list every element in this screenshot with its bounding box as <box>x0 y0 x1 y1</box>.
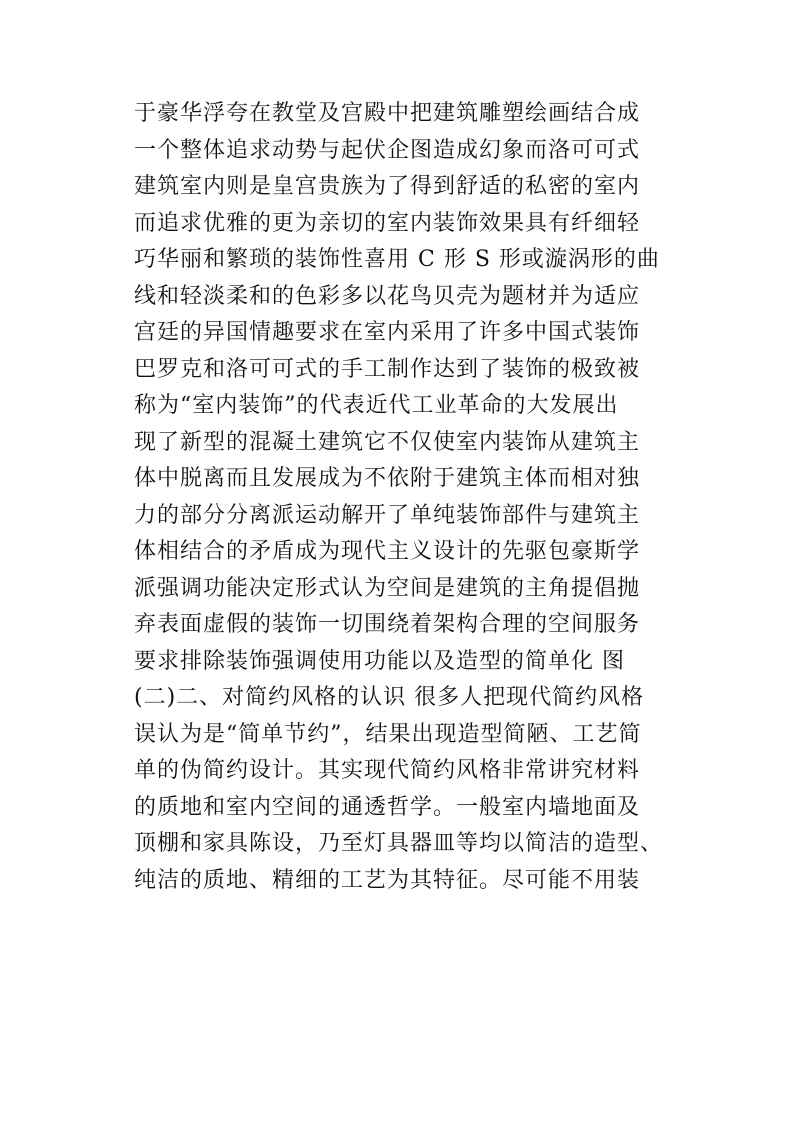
text-line: 单的伪简约设计。其实现代简约风格非常讲究材料 <box>134 758 641 783</box>
text-line: 宫廷的异国情趣要求在室内采用了许多中国式装饰 <box>134 320 641 345</box>
text-line: 于豪华浮夸在教堂及宫殿中把建筑雕塑绘画结合成 <box>134 101 641 126</box>
text-line: 顶棚和家具陈设，乃至灯具器皿等均以简洁的造型、 <box>134 831 664 856</box>
text-line: 巧华丽和繁琐的装饰性喜用 C 形 S 形或漩涡形的曲 <box>134 247 660 272</box>
text-line: 线和轻淡柔和的色彩多以花鸟贝壳为题材并为适应 <box>134 283 641 309</box>
text-line: 现了新型的混凝土建筑它不仅使室内装饰从建筑主 <box>134 429 641 455</box>
text-line: 纯洁的质地、精细的工艺为其特征。尽可能不用装 <box>134 867 641 893</box>
text-line: 体中脱离而且发展成为不依附于建筑主体而相对独 <box>134 466 641 491</box>
text-line: 称为“室内装饰”的代表近代工业革命的大发展出 <box>134 393 619 418</box>
body-text <box>134 96 694 899</box>
text-line: 一个整体追求动势与起伏企图造成幻象而洛可可式 <box>134 137 641 163</box>
text-line: 力的部分分离派运动解开了单纯装饰部件与建筑主 <box>134 502 641 528</box>
text-line: 巴罗克和洛可可式的手工制作达到了装饰的极致被 <box>134 356 641 382</box>
text-line: (二)二、对简约风格的认识 很多人把现代简约风格 <box>134 685 645 710</box>
text-line: 误认为是“简单节约”，结果出现造型简陋、工艺简 <box>134 721 642 747</box>
text-line: 要求排除装饰强调使用功能以及造型的简单化 图 <box>134 648 625 674</box>
text-line: 而追求优雅的更为亲切的室内装饰效果具有纤细轻 <box>134 210 641 236</box>
text-line: 的质地和室内空间的通透哲学。一般室内墙地面及 <box>134 794 641 820</box>
text-line: 体相结合的矛盾成为现代主义设计的先驱包豪斯学 <box>134 539 641 564</box>
text-line: 弃表面虚假的装饰一切围绕着架构合理的空间服务 <box>134 612 641 637</box>
text-line: 建筑室内则是皇宫贵族为了得到舒适的私密的室内 <box>134 174 641 199</box>
text-line: 派强调功能决定形式认为空间是建筑的主角提倡抛 <box>134 575 641 601</box>
